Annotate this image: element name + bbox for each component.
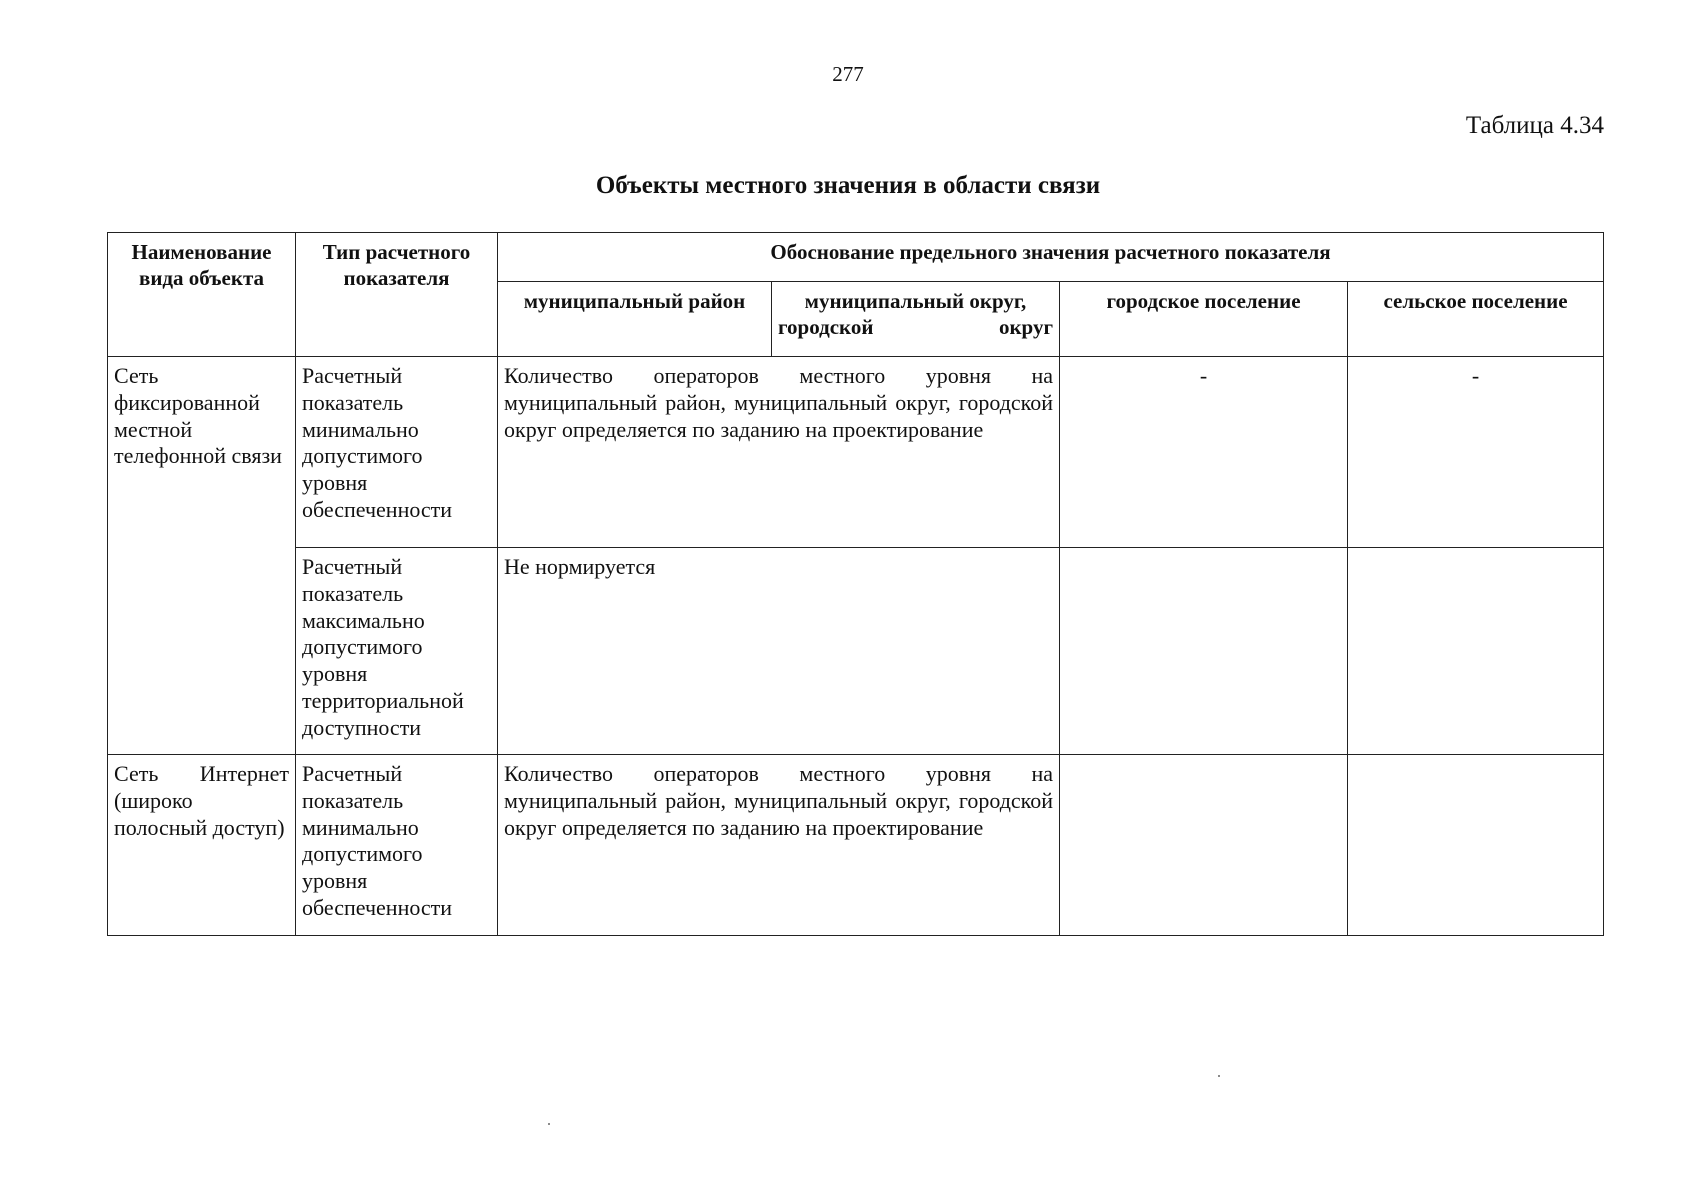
urban-settlement-cell — [1060, 755, 1348, 936]
object-name-cell — [108, 755, 296, 936]
header-municipal-okrug: муниципальный округ, городской округ — [772, 282, 1060, 357]
rural-settlement-cell — [1348, 755, 1604, 936]
object-name-cell: Сеть фиксированной местной телефонной связи — [108, 357, 296, 755]
urban-settlement-cell — [1060, 548, 1348, 755]
table-row — [108, 357, 1604, 548]
header-urban-settlement: городское поселение — [1060, 282, 1348, 357]
justification-cell: Количество операторов местного уровня на муниципальный район, муниципальный округ, городской округ определяется по заданию на проектирование — [498, 755, 1060, 936]
scan-speck — [1218, 1075, 1220, 1077]
header-municipal-district: муниципальный район — [498, 282, 772, 357]
header-rural-settlement: сельское поселение — [1348, 282, 1604, 357]
rural-settlement-cell: - — [1348, 357, 1604, 548]
scan-speck — [548, 1123, 550, 1125]
page-number: 277 — [832, 62, 864, 86]
table-row — [108, 548, 1604, 755]
justification-cell: Не нормируется — [498, 548, 1060, 755]
table-label: Таблица 4.34 — [1465, 112, 1604, 139]
object-name-line: Сеть Интернет — [114, 761, 289, 786]
indicator-cell: Расчетный показатель максимально допустимого уровня территориальной доступности — [296, 548, 498, 755]
rural-settlement-cell — [1348, 548, 1604, 755]
document-title: Объекты местного значения в области связи — [595, 172, 1101, 199]
header-justification: Обоснование предельного значения расчетного показателя — [498, 233, 1604, 282]
header-object-name: Наименование вида объекта — [108, 233, 296, 357]
header-indicator-type: Тип расчетного показателя — [296, 233, 498, 357]
object-name-rest: (широко полосный доступ) — [114, 787, 285, 840]
urban-settlement-cell: - — [1060, 357, 1348, 548]
table-row — [108, 755, 1604, 936]
indicator-cell: Расчетный показатель минимально допустимого уровня обеспеченности — [296, 357, 498, 548]
objects-table — [107, 232, 1604, 936]
justification-cell: Количество операторов местного уровня на муниципальный район, муниципальный округ, городской округ определяется по заданию на проектирование — [498, 357, 1060, 548]
indicator-cell: Расчетный показатель минимально допустимого уровня обеспеченности — [296, 755, 498, 936]
